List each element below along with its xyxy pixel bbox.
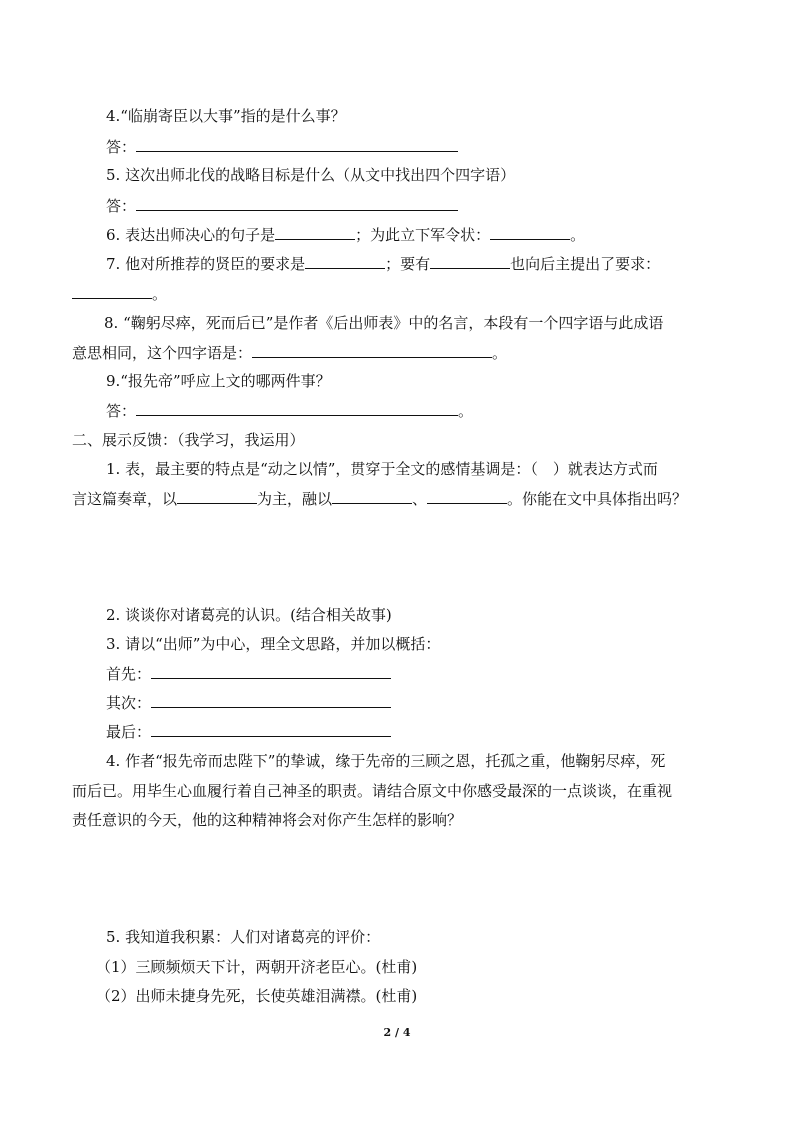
item-4-line3: 责任意识的今天，他的这种精神将会对你产生怎样的影响？ (72, 811, 463, 829)
first-label: 首先： (106, 665, 152, 683)
question-8-line2 (72, 343, 507, 363)
answer-label: 答： (106, 138, 137, 156)
question-8-end: 。 (492, 344, 508, 362)
answer-blank[interactable] (136, 196, 458, 211)
item-5-quote-1: （1）三顾频烦天下计，两朝开济老臣心。(杜甫) (96, 958, 418, 976)
last-label: 最后： (106, 723, 152, 741)
question-7-part1: 7. 他对所推荐的贤臣的要求是 (106, 255, 306, 273)
question-7-part3: 也向后主提出了要求： (510, 255, 661, 273)
page-number: 2 / 4 (383, 1026, 411, 1039)
item-5-quote-2: （2）出师未捷身先死，长使英雄泪满襟。(杜甫) (96, 987, 418, 1005)
answer-blank[interactable] (252, 343, 492, 358)
section-2-heading: 二、展示反馈：（我学习，我运用） (72, 431, 305, 449)
answer-blank[interactable] (275, 225, 355, 240)
question-7-continued (72, 284, 167, 304)
item-2: 2. 谈谈你对诸葛亮的认识。(结合相关故事) (106, 606, 392, 624)
answer-blank[interactable] (305, 254, 385, 269)
second-label: 其次： (106, 694, 152, 712)
question-9-end: 。 (458, 402, 474, 420)
answer-label: 答： (106, 402, 137, 420)
answer-blank[interactable] (136, 137, 458, 152)
item-1-text-b: 为主，融以 (257, 490, 333, 508)
item-3-first (106, 664, 391, 684)
answer-blank[interactable] (490, 225, 570, 240)
question-5: 5. 这次出师北伐的战略目标是什么（从文中找出四个四字语） (106, 166, 516, 184)
answer-blank[interactable] (151, 693, 391, 708)
question-4: 4.“临崩寄臣以大事”指的是什么事？ (106, 107, 346, 125)
answer-blank[interactable] (136, 401, 458, 416)
item-1-line1: 1. 表，最主要的特点是“动之以情”，贯穿于全文的感情基调是：（ ）就表达方式而 (106, 460, 658, 478)
answer-blank[interactable] (177, 489, 257, 504)
item-5: 5. 我知道我积累：人们对诸葛亮的评价： (106, 928, 381, 946)
item-3-second (106, 693, 391, 713)
answer-blank[interactable] (332, 489, 412, 504)
item-4-line1: 4. 作者“报先帝而忠陛下”的挚诚，缘于先帝的三顾之恩，托孤之重，他鞠躬尽瘁，死 (106, 752, 666, 770)
question-9-answer (106, 401, 473, 421)
question-4-answer (106, 137, 458, 157)
question-6-part3: 。 (570, 226, 586, 244)
item-4-line2: 而后已。用毕生心血履行着自己神圣的职责。请结合原文中你感受最深的一点谈谈，在重视 (72, 782, 673, 800)
question-7-end: 。 (152, 285, 168, 303)
answer-blank[interactable] (430, 254, 510, 269)
question-8-prompt: 意思相同，这个四字语是： (72, 344, 253, 362)
answer-blank[interactable] (72, 284, 152, 299)
answer-blank[interactable] (427, 489, 507, 504)
answer-blank[interactable] (151, 722, 391, 737)
item-1-text-a: 言这篇奏章，以 (72, 490, 178, 508)
item-1-text-c: 、 (412, 490, 428, 508)
question-5-answer (106, 196, 458, 216)
item-3: 3. 请以“出师”为中心，理全文思路，并加以概括： (106, 635, 441, 653)
question-6-part1: 6. 表达出师决心的句子是 (106, 226, 276, 244)
item-1-line2 (72, 489, 687, 509)
question-6-part2: ；为此立下军令状： (355, 226, 491, 244)
item-1-text-d: 。你能在文中具体指出吗？ (507, 490, 688, 508)
answer-blank[interactable] (151, 664, 391, 679)
item-3-last (106, 722, 391, 742)
question-9: 9.“报先帝”呼应上文的哪两件事？ (106, 372, 331, 390)
question-6 (106, 225, 585, 245)
question-7-part2: ；要有 (385, 255, 431, 273)
question-7 (106, 254, 660, 274)
question-8-line1: 8. “鞠躬尽瘁，死而后已”是作者《后出师表》中的名言，本段有一个四字语与此成语 (104, 314, 664, 332)
answer-label: 答： (106, 197, 137, 215)
